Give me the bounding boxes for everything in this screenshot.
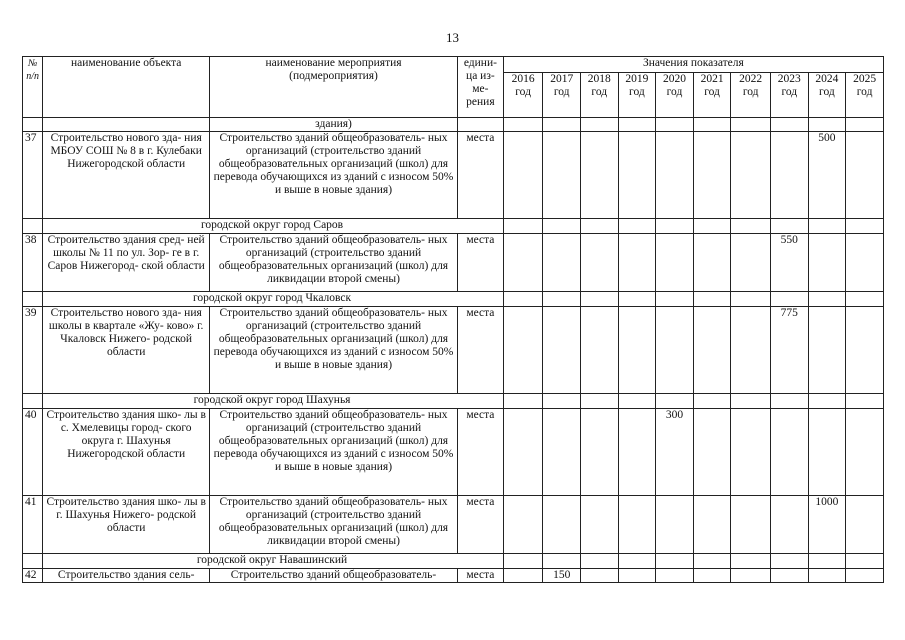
- empty-cell: [771, 554, 809, 569]
- value-cell: [656, 118, 694, 132]
- value-cell: [846, 569, 884, 583]
- object-name: Строительство здания сель-: [43, 569, 210, 583]
- empty-cell: [618, 554, 656, 569]
- value-cell: [731, 132, 771, 219]
- value-cell: [543, 132, 581, 219]
- value-cell: [693, 118, 731, 132]
- empty-cell: [846, 219, 884, 234]
- header-event: наименование мероприятия (подмероприятия): [210, 57, 458, 118]
- section-title: городской округ Навашинский: [43, 554, 503, 569]
- empty-cell: [618, 292, 656, 307]
- section-row: [23, 554, 884, 569]
- unit: места: [458, 307, 504, 394]
- header-year: 2018 год: [580, 73, 618, 118]
- header-year: 2019 год: [618, 73, 656, 118]
- value-cell: [580, 409, 618, 496]
- value-cell: [618, 118, 656, 132]
- value-cell: [543, 409, 581, 496]
- empty-cell: [580, 219, 618, 234]
- value-cell: [580, 132, 618, 219]
- value-cell: [771, 409, 809, 496]
- value-cell: [846, 118, 884, 132]
- empty-cell: [771, 292, 809, 307]
- header-unit: едини- ца из- ме- рения: [458, 57, 504, 118]
- empty-cell: [693, 554, 731, 569]
- table-row: [23, 409, 884, 496]
- header-year: 2017 год: [543, 73, 581, 118]
- unit: места: [458, 234, 504, 292]
- object-name: Строительство нового зда- ния школы в квартале «Жу- ково» г. Чкаловск Нижего- родской области: [43, 307, 210, 394]
- value-cell: [656, 569, 694, 583]
- value-cell: 775: [771, 307, 809, 394]
- value-cell: 1000: [808, 496, 846, 554]
- value-cell: [808, 307, 846, 394]
- event-name: Строительство зданий общеобразователь- ных организаций (строительство зданий общеобразовательных организаций (школ) для ликвидации второй смены): [210, 234, 458, 292]
- section-num-cell: [23, 554, 43, 569]
- header-year: 2021 год: [693, 73, 731, 118]
- section-row: [23, 394, 884, 409]
- empty-cell: [731, 292, 771, 307]
- value-cell: [693, 569, 731, 583]
- value-cell: [693, 234, 731, 292]
- value-cell: [503, 307, 543, 394]
- event-name: Строительство зданий общеобразователь- ных организаций (строительство зданий общеобразовательных организаций (школ) для перевода обучающихся из зданий с износом 50% и выше в новые здания): [210, 307, 458, 394]
- header-year: 2025 год: [846, 73, 884, 118]
- value-cell: 550: [771, 234, 809, 292]
- empty-cell: [771, 219, 809, 234]
- section-title: городской округ город Чкаловск: [43, 292, 503, 307]
- value-cell: [693, 496, 731, 554]
- value-cell: [618, 409, 656, 496]
- section-num-cell: [23, 394, 43, 409]
- empty-cell: [846, 292, 884, 307]
- value-cell: [846, 234, 884, 292]
- value-cell: [580, 569, 618, 583]
- value-cell: [503, 132, 543, 219]
- object-name: Строительство нового зда- ния МБОУ СОШ № 8 в г. Кулебаки Нижегородской области: [43, 132, 210, 219]
- row-number: 37: [23, 132, 43, 219]
- value-cell: 300: [656, 409, 694, 496]
- section-row: [23, 292, 884, 307]
- value-cell: [731, 409, 771, 496]
- value-cell: [618, 234, 656, 292]
- value-cell: [656, 132, 694, 219]
- value-cell: [580, 234, 618, 292]
- value-cell: [846, 132, 884, 219]
- section-title: городской округ город Саров: [43, 219, 503, 234]
- empty-cell: [580, 394, 618, 409]
- empty-cell: [808, 554, 846, 569]
- value-cell: 500: [808, 132, 846, 219]
- value-cell: [731, 569, 771, 583]
- header-values: Значения показателя: [503, 57, 883, 73]
- empty-cell: [771, 394, 809, 409]
- section-row: [23, 219, 884, 234]
- section-num-cell: [23, 219, 43, 234]
- section-num-cell: [23, 292, 43, 307]
- empty-cell: [503, 292, 543, 307]
- table-row: [23, 132, 884, 219]
- event-name: Строительство зданий общеобразователь-: [210, 569, 458, 583]
- empty-cell: [503, 554, 543, 569]
- value-cell: [503, 118, 543, 132]
- header-year: 2016 год: [503, 73, 543, 118]
- empty-cell: [543, 394, 581, 409]
- unit: места: [458, 569, 504, 583]
- empty-cell: [503, 394, 543, 409]
- continuation-row: [23, 118, 884, 132]
- value-cell: [618, 496, 656, 554]
- row-number: 41: [23, 496, 43, 554]
- value-cell: [618, 569, 656, 583]
- empty-cell: [846, 554, 884, 569]
- value-cell: [771, 569, 809, 583]
- value-cell: [731, 496, 771, 554]
- event-name: Строительство зданий общеобразователь- ных организаций (строительство зданий общеобразовательных организаций (школ) для перевода обучающихся из зданий с износом 50% и выше в новые здания): [210, 132, 458, 219]
- value-cell: [580, 307, 618, 394]
- value-cell: [808, 118, 846, 132]
- empty-cell: [543, 292, 581, 307]
- empty-cell: [503, 219, 543, 234]
- section-title: городской округ город Шахунья: [43, 394, 503, 409]
- value-cell: [693, 307, 731, 394]
- header-num: № п/п: [23, 57, 43, 118]
- value-cell: 150: [543, 569, 581, 583]
- value-cell: [618, 132, 656, 219]
- table-row: [23, 569, 884, 583]
- value-cell: [543, 307, 581, 394]
- object-name: Строительство здания шко- лы в г. Шахунья Нижего- родской области: [43, 496, 210, 554]
- empty-cell: [543, 554, 581, 569]
- row-number: 42: [23, 569, 43, 583]
- value-cell: [731, 307, 771, 394]
- event-cell: здания): [210, 118, 458, 132]
- empty-cell: [656, 394, 694, 409]
- empty-cell: [580, 554, 618, 569]
- value-cell: [771, 118, 809, 132]
- page-number: 13: [446, 30, 459, 45]
- empty-cell: [731, 394, 771, 409]
- header-year: 2022 год: [731, 73, 771, 118]
- header-year: 2024 год: [808, 73, 846, 118]
- empty-cell: [808, 394, 846, 409]
- value-cell: [846, 307, 884, 394]
- empty-cell: [693, 394, 731, 409]
- value-cell: [503, 409, 543, 496]
- value-cell: [618, 307, 656, 394]
- num-cell: [23, 118, 43, 132]
- header-year: 2023 год: [771, 73, 809, 118]
- object-name: Строительство здания шко- лы в с. Хмелевицы город- ского округа г. Шахунья Нижегородской области: [43, 409, 210, 496]
- event-name: Строительство зданий общеобразователь- ных организаций (строительство зданий общеобразовательных организаций (школ) для ликвидации второй смены): [210, 496, 458, 554]
- event-name: Строительство зданий общеобразователь- ных организаций (строительство зданий общеобразовательных организаций (школ) для перевода обучающихся из зданий с износом 50% и выше в новые здания): [210, 409, 458, 496]
- empty-cell: [656, 292, 694, 307]
- value-cell: [771, 132, 809, 219]
- empty-cell: [618, 219, 656, 234]
- table-row: [23, 234, 884, 292]
- table-row: [23, 307, 884, 394]
- header-object: наименование объекта: [43, 57, 210, 118]
- empty-cell: [656, 554, 694, 569]
- table-row: [23, 496, 884, 554]
- indicators-table: [22, 56, 884, 583]
- empty-cell: [731, 554, 771, 569]
- unit: места: [458, 132, 504, 219]
- value-cell: [656, 307, 694, 394]
- value-cell: [503, 496, 543, 554]
- table-header-row: [23, 57, 884, 73]
- value-cell: [503, 234, 543, 292]
- empty-cell: [543, 219, 581, 234]
- value-cell: [731, 234, 771, 292]
- row-number: 39: [23, 307, 43, 394]
- empty-cell: [808, 219, 846, 234]
- value-cell: [693, 132, 731, 219]
- value-cell: [543, 118, 581, 132]
- row-number: 40: [23, 409, 43, 496]
- empty-cell: [580, 292, 618, 307]
- value-cell: [808, 409, 846, 496]
- unit: места: [458, 496, 504, 554]
- empty-cell: [846, 394, 884, 409]
- value-cell: [580, 496, 618, 554]
- object-cell: [43, 118, 210, 132]
- value-cell: [543, 234, 581, 292]
- row-number: 38: [23, 234, 43, 292]
- value-cell: [808, 569, 846, 583]
- empty-cell: [693, 292, 731, 307]
- value-cell: [693, 409, 731, 496]
- value-cell: [503, 569, 543, 583]
- header-year: 2020 год: [656, 73, 694, 118]
- empty-cell: [693, 219, 731, 234]
- empty-cell: [731, 219, 771, 234]
- value-cell: [808, 234, 846, 292]
- empty-cell: [808, 292, 846, 307]
- value-cell: [731, 118, 771, 132]
- unit: места: [458, 409, 504, 496]
- value-cell: [656, 234, 694, 292]
- value-cell: [846, 409, 884, 496]
- object-name: Строительство здания сред- ней школы № 11 по ул. Зор- ге в г. Саров Нижегород- ской области: [43, 234, 210, 292]
- empty-cell: [656, 219, 694, 234]
- value-cell: [656, 496, 694, 554]
- value-cell: [771, 496, 809, 554]
- value-cell: [580, 118, 618, 132]
- empty-cell: [618, 394, 656, 409]
- value-cell: [543, 496, 581, 554]
- value-cell: [846, 496, 884, 554]
- unit-cell: [458, 118, 504, 132]
